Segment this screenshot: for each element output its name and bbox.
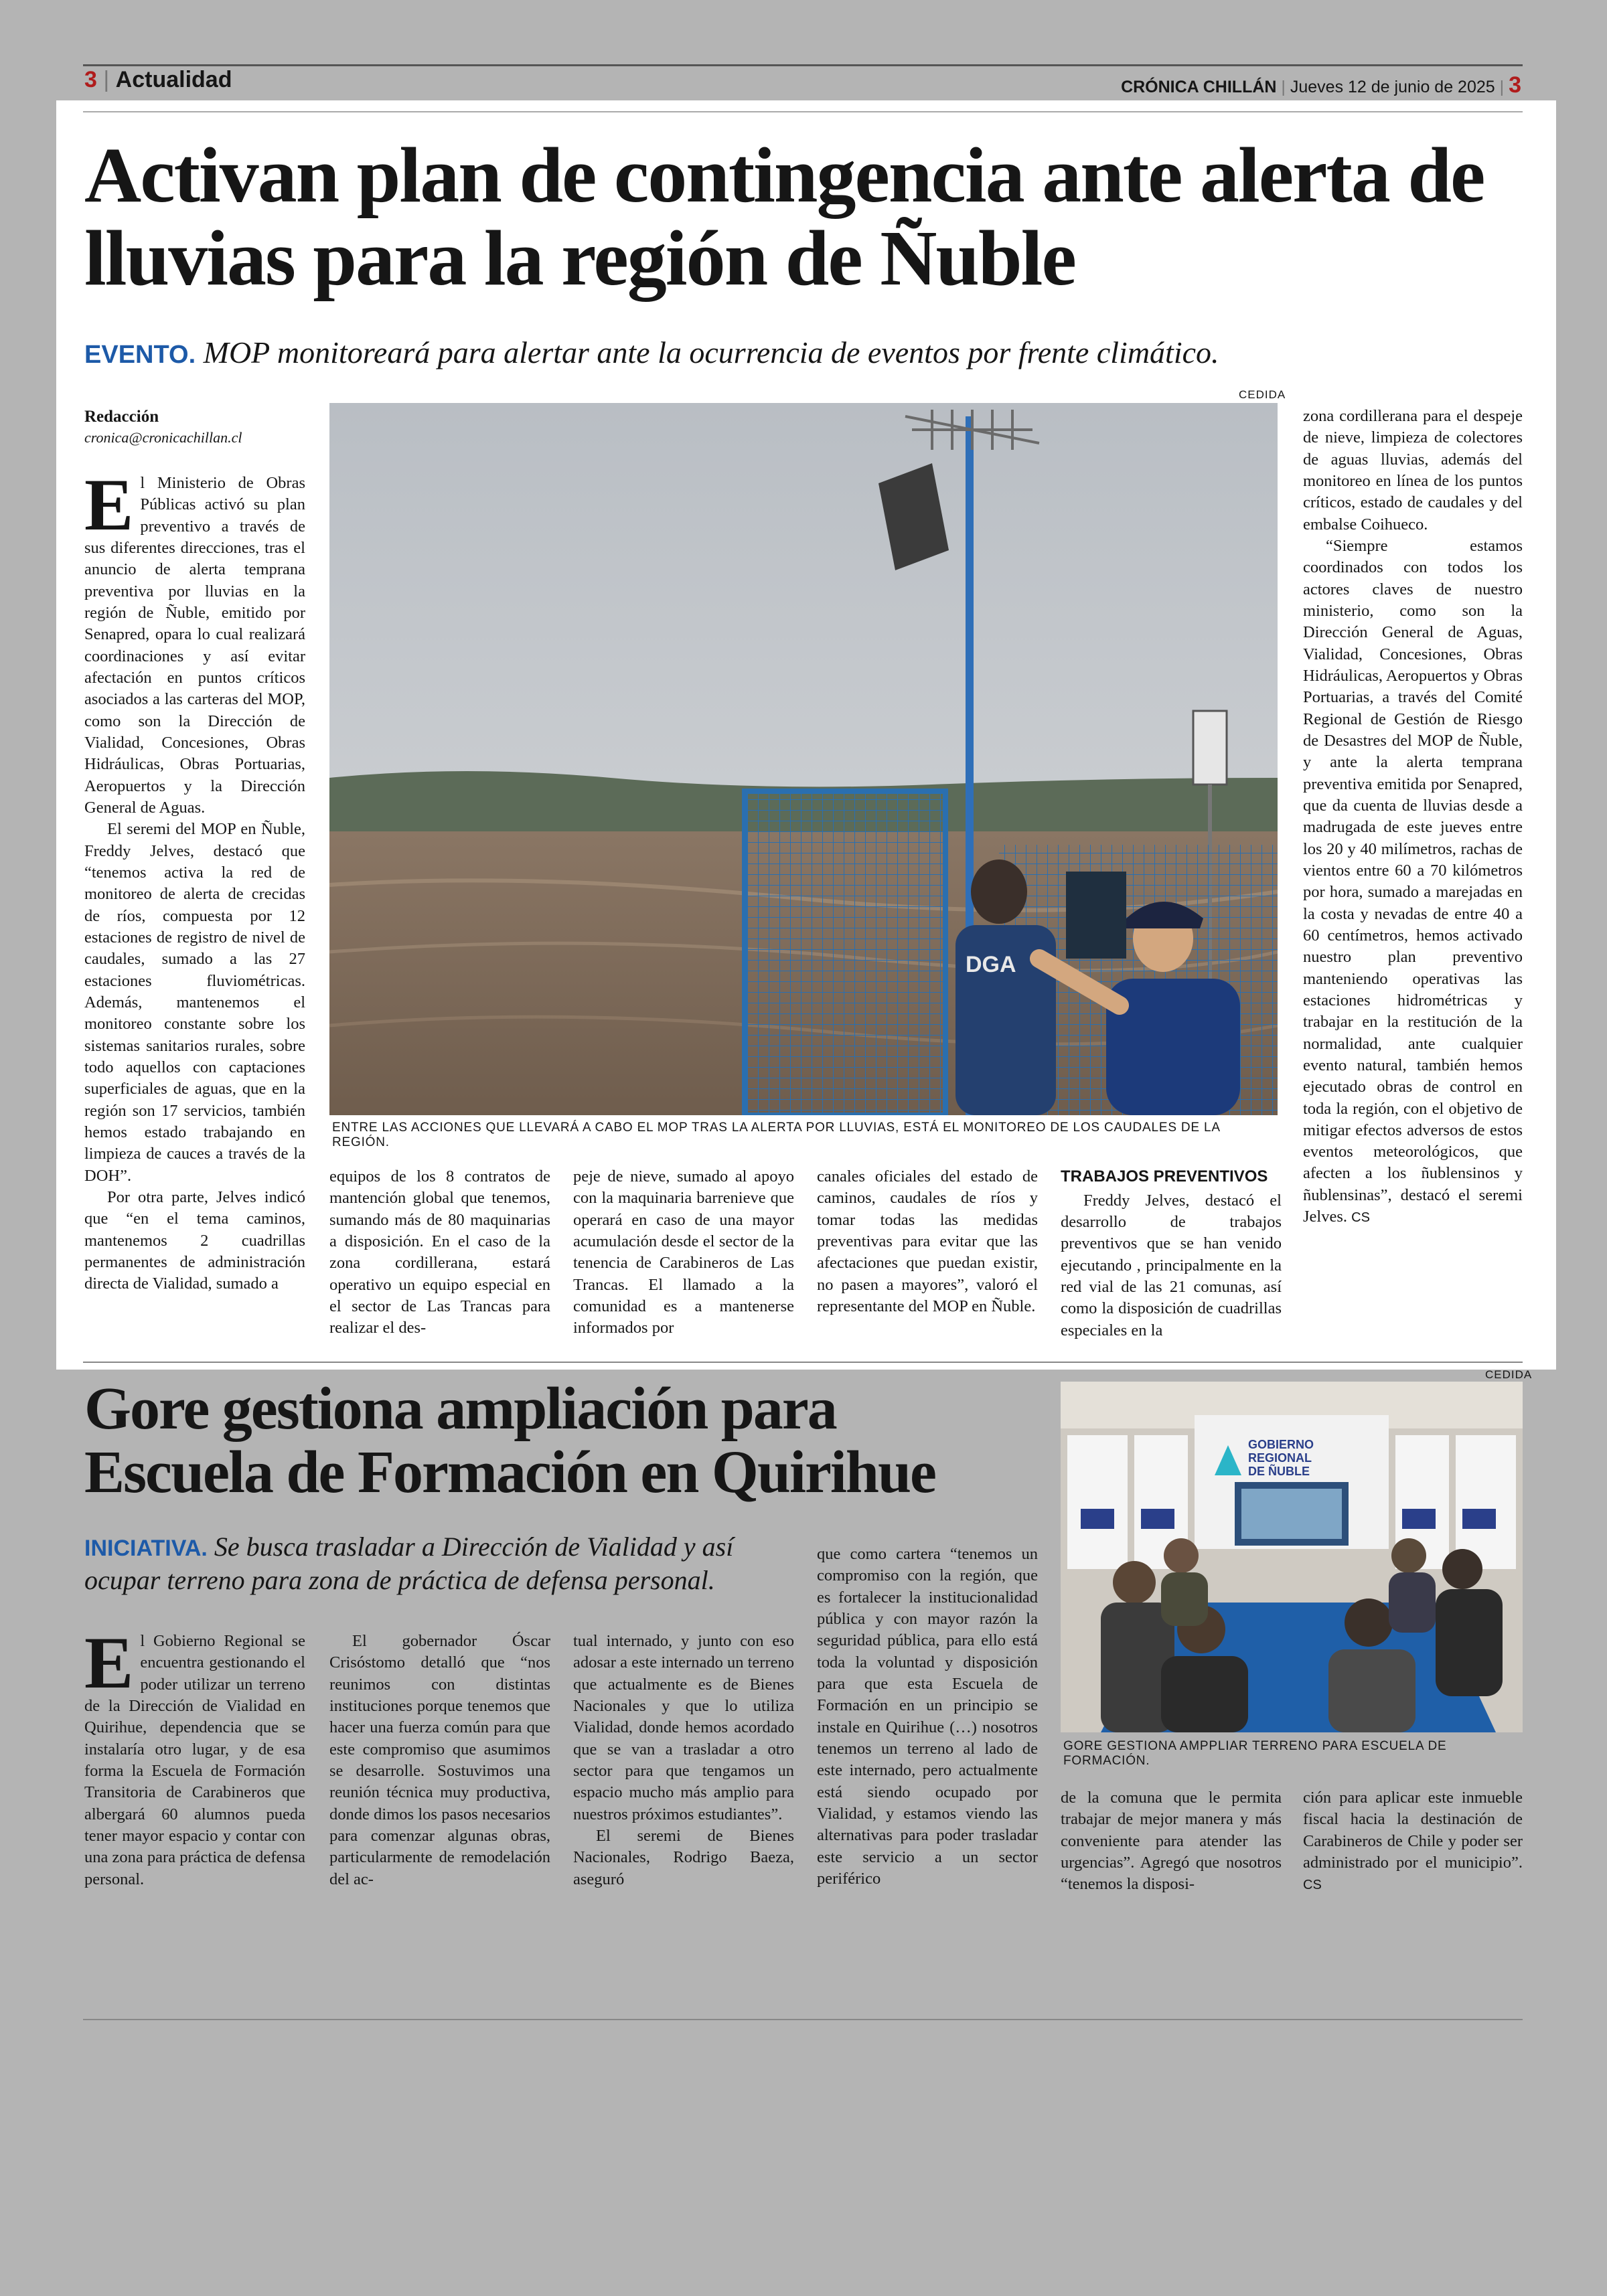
page-number-right: 3 (1509, 72, 1521, 98)
paragraph: de la comuna que le permita trabajar de mejor manera y más conveniente para atender las urgencias”. Agregó que nosotros “tenemos la disposi- (1061, 1789, 1282, 1894)
end-mark: CS (1303, 1878, 1322, 1893)
article2-kicker-text: Se busca trasladar a Dirección de Vialidad y así ocupar terreno para zona de práctica de defensa personal. (84, 1532, 734, 1595)
paragraph: El seremi del MOP en Ñuble, Freddy Jelves, destacó que “tenemos activa la red de monitoreo de alerta de crecidas de ríos, compuesta por 12 estaciones de registro de nivel de caudales, sumado a las 27 estaciones fluviométricas. Además, mantenemos el monitoreo constante sobre los sistemas sanitarios rurales, sobre todo aquellos con captaciones superficiales de aguas, que en la región son 17 servicios, también hemos estado trabajando en limpieza de cauces a través de la DOH”. (84, 820, 305, 1185)
article1-kicker-tag: EVENTO. (84, 341, 196, 369)
article1-headline: Activan plan de contingencia ante alerta de lluvias para la región de Ñuble (84, 131, 1484, 302)
paragraph: Freddy Jelves, destacó el desarrollo de trabajos preventivos que se han venido ejecutando , principalmente en la red vial de las 21 comunas, así como la disposición de cuadrillas especiales en la (1061, 1191, 1282, 1339)
article1-column-3 (573, 1166, 794, 1351)
article1-column-5 (1061, 1166, 1282, 1351)
paragraph: “Siempre estamos coordinados con todos los actores claves de nuestro ministerio, como son la Dirección General de Aguas, Vialidad, Concesiones, Obras Hidráulicas, Aeropuertos y Obras Portuarias, a través del Comité Regional de Gestión de Riesgo de Desastres del MOP de Ñuble, y ante la alerta temprana preventiva emitida por Senapred, que da cuenta de lluvias desde a madrugada de este jueves entre los 20 y 40 milímetros, rachas de vientos entre 60 a 70 kilómetros por hora, sumado a marejadas en la costa y nevadas de entre 40 a 60 centímetros, hemos activado nuestro plan preventivo manteniendo operativas las estaciones hidrométricas y trabajar en la restitución de la normalidad, ante cualquier evento natural, también hemos ejecutado obras de control en toda la región, con el objetivo de mitigar efectos adversos de estos eventos meteorológicos, que afecten a los ñublensinos y ñublensinas”, destacó el seremi Jelves. (1303, 536, 1523, 1226)
paragraph: El seremi de Bienes Nacionales, Rodrigo Baeza, aseguró (573, 1826, 794, 1888)
bottom-rule (83, 2019, 1523, 2020)
section-header: 3 | Actualidad (84, 67, 232, 92)
top-rule (83, 111, 1523, 112)
publication-header: CRÓNICA CHILLÁN | Jueves 12 de junio de 2025 | 3 (1121, 72, 1521, 98)
article1-kicker-text: MOP monitoreará para alertar ante la ocurrencia de eventos por frente climático. (203, 335, 1219, 370)
paragraph: canales oficiales del estado de caminos, caudales de ríos y tomar todas las medidas preventivas para evitar que las afectaciones que puedan existir, no pasen a mayores”, valoró el representante del MOP en Ñuble. (817, 1167, 1038, 1315)
paragraph: que como cartera “tenemos un compromiso con la región, que es fortalecer la institucionalidad pública y con mayor razón la seguridad pública, para ello está toda la voluntad y disposición para que esta Escuela de Formación en un principio se instale en Quirihue (…) nosotros tenemos un terreno al lado de este internado, pero actualmente está siendo ocupado por Vialidad, y estamos viendo las alternativas para poder trasladar este servicio a un sector periférico (817, 1545, 1038, 1888)
article-divider (83, 1362, 1523, 1363)
article1-column-6 (1303, 406, 1523, 1351)
photo-sign-line3: DE ÑUBLE (1248, 1465, 1310, 1478)
meeting-photo (1061, 1382, 1523, 1732)
photo-sign-line1: GOBIERNO (1248, 1438, 1314, 1451)
page-number-left: 3 (84, 67, 97, 92)
photo-sign-line2: REGIONAL (1248, 1451, 1312, 1465)
header-rule (83, 64, 1523, 66)
article1-column-1 (84, 406, 305, 1349)
paragraph: l Gobierno Regional se encuentra gestionando el poder utilizar un terreno de la Dirección de Vialidad en Quirihue, dependencia que se instalaría otro lugar, y de esa forma la Escuela de Formación Transitoria de Carabineros que albergará 60 alumnos pueda tener mayor espacio y contar con una zona para práctica de defensa personal. (84, 1632, 305, 1888)
photo-credit: CEDIDA (1485, 1368, 1533, 1381)
paragraph: l Ministerio de Obras Públicas activó su plan preventivo a través de sus diferentes direcciones, tras el anuncio de alerta temprana preventiva por lluvias en la región de Ñuble, emitido por Senapred, opara lo cual realizará coordinaciones y así evitar afectación en puntos críticos asociados a las carteras del MOP, como son la Dirección de Vialidad, Concesiones, Obras Hidráulicas, Obras Portuarias, Aeropuertos y la Dirección General de Aguas. (84, 474, 305, 817)
article2-column-3 (573, 1631, 794, 1912)
article2-column-1 (84, 1631, 305, 1912)
photo-sign-text: DGA (966, 952, 1016, 977)
drop-cap: E (84, 1631, 134, 1704)
article2-column-5 (1061, 1787, 1282, 1912)
article1-column-4 (817, 1166, 1038, 1351)
publication-date: Jueves 12 de junio de 2025 (1290, 78, 1495, 96)
end-mark: CS (1351, 1210, 1370, 1226)
byline: Redacción (84, 408, 159, 426)
article1-column-2 (329, 1166, 550, 1351)
article2-kicker (84, 1530, 781, 1597)
drop-cap: E (84, 464, 134, 546)
article2-column-6 (1303, 1787, 1523, 1912)
paragraph: zona cordillerana para el despeje de nieve, limpieza de colectores de aguas lluvias, además del monitoreo en línea de los puntos críticos, estado de caudales y del embalse Coihueco. (1303, 407, 1523, 534)
paragraph: Por otra parte, Jelves indicó que “en el tema caminos, mantenemos 2 cuadrillas permanentes de administración directa de Vialidad, sumado a (84, 1187, 305, 1293)
article2-column-2 (329, 1631, 550, 1912)
paragraph: equipos de los 8 contratos de mantención global que tenemos, sumando más de 80 maquinarias a disposición. En el caso de la zona cordillerana, estará operativo un equipo especial en el sector de Las Trancas para realizar el des- (329, 1167, 550, 1337)
flood-monitoring-photo (329, 403, 1278, 1115)
publication-name: CRÓNICA CHILLÁN (1121, 78, 1277, 96)
paragraph: peje de nieve, sumado al apoyo con la maquinaria barrenieve que operará en caso de una mayor acumulación desde el sector de la tenencia de Carabineros de Las Trancas. El llamado a la comunidad es a mantenerse informados por (573, 1167, 794, 1337)
paragraph: tual internado, y junto con eso adosar a este internado un terreno que actualmente es de Bienes Nacionales y que lo utiliza Vialidad, donde hemos acordado que se van a trasladar a otro sector para que tengamos un espacio mucho más amplio para nuestros próximos estudiantes”. (573, 1632, 794, 1823)
article1-photo-caption: ENTRE LAS ACCIONES QUE LLEVARÁ A CABO EL MOP TRAS LA ALERTA POR LLUVIAS, ESTÁ EL MONITOREO DE LOS CAUDALES DE LA REGIÓN. (332, 1121, 1220, 1149)
section-name: Actualidad (115, 67, 232, 92)
article2-kicker-tag: INICIATIVA. (84, 1536, 208, 1561)
byline-email: cronica@cronicachillan.cl (84, 429, 242, 446)
paragraph: ción para aplicar este inmueble fiscal hacia la destinación de Carabineros de Chile y poder ser administrado por el municipio”. (1303, 1789, 1523, 1872)
article2-headline: Gore gestiona ampliación para Escuela de Formación en Quirihue (84, 1376, 935, 1505)
article1-kicker (84, 335, 1531, 370)
photo-credit: CEDIDA (1239, 388, 1286, 401)
paragraph: El gobernador Óscar Crisóstomo detalló que “nos reunimos con distintas instituciones porque tenemos que hacer una fuerza común para que este compromiso que asumimos se desarrolle. Sostuvimos una reunión técnica muy productiva, donde dimos los pasos necesarios para comenzar algunas obras, particularmente de remodelación del ac- (329, 1632, 550, 1888)
article1-subhead: TRABAJOS PREVENTIVOS (1061, 1167, 1268, 1185)
article2-photo-caption: GORE GESTIONA AMPPLIAR TERRENO PARA ESCUELA DE FORMACIÓN. (1063, 1739, 1447, 1768)
article2-column-4 (817, 1544, 1038, 1912)
